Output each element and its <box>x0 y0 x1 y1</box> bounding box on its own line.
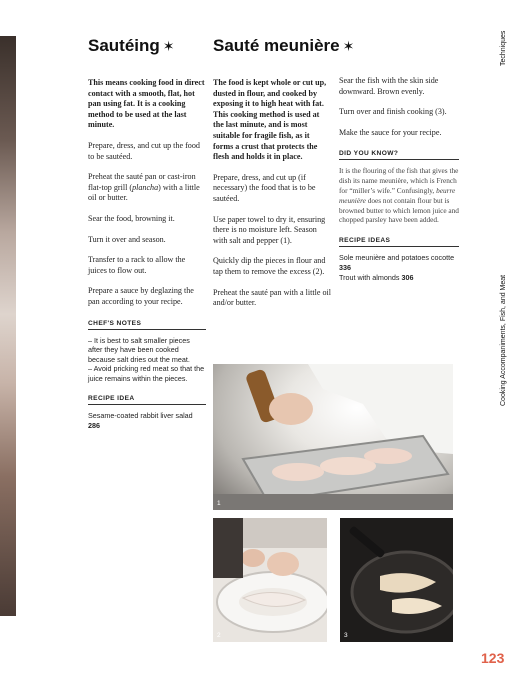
meuniere-step: Quickly dip the pieces in flour and tap them to remove the excess (2). <box>213 256 326 276</box>
recipe-idea: Sesame-coated rabbit liver salad 286 <box>88 411 193 431</box>
did-you-know-title: DID YOU KNOW? <box>339 150 459 160</box>
photo-number: 3 <box>344 632 348 639</box>
recipe-ideas-title: RECIPE IDEAS <box>339 237 459 247</box>
chefs-notes-title: CHEF'S NOTES <box>88 320 206 330</box>
photo-fish-in-pan <box>340 518 453 642</box>
section-label-techniques: Techniques <box>500 30 507 66</box>
sauteing-step: Prepare a sauce by deglazing the pan according to your recipe. <box>88 286 194 306</box>
photo-seasoning-fish <box>213 364 453 510</box>
meuniere-continued-column <box>339 36 459 283</box>
page-ref: 336 <box>339 262 351 272</box>
saute-meuniere-intro: The food is kept whole or cut up, dusted in flour, and cooked by exposing it to high heat with fat. This cooking method is used at the last minute, and is most suitable for fragile fish, as it forms a crust that protects the flesh and holds it in place. <box>213 78 327 162</box>
sauteing-step: Turn it over and season. <box>88 234 166 244</box>
sauteing-column <box>88 36 206 431</box>
sauteing-step: Transfer to a rack to allow the juices to flow out. <box>88 255 186 275</box>
chefs-note: – Avoid pricking red meat so that the juice remains within the pieces. <box>88 364 205 383</box>
page-ref: 286 <box>88 421 100 431</box>
meuniere-step: Make the sauce for your recipe. <box>339 127 442 137</box>
star-icon: ✶ <box>162 38 175 54</box>
chefs-note: – It is best to salt smaller pieces after they have been cooked because salt dries out the meat. <box>88 335 190 364</box>
page-number: 123 <box>481 650 505 666</box>
photo-2-illustration <box>213 518 327 642</box>
photo-number: 2 <box>217 632 221 639</box>
page-ref: 306 <box>401 272 414 282</box>
photo-3-illustration <box>340 518 453 642</box>
sauteing-step: Prepare, dress, and cut up the food to be sautéed. <box>88 140 200 161</box>
sauteing-intro: This means cooking food in direct contact with a smooth, flat, hot pan using fat. It is a cooking method to be used at the last minute. <box>88 78 205 130</box>
meuniere-step: Turn over and finish cooking (3). <box>339 107 447 117</box>
recipe-idea-title: RECIPE IDEA <box>88 395 206 405</box>
recipe-idea: Sole meunière and potatoes cocotte 336 <box>339 253 455 272</box>
meuniere-step: Sear the fish with the skin side downward. Brown evenly. <box>339 76 439 96</box>
chapter-label: Cooking Accompaniments, Fish, and Meat <box>500 274 507 406</box>
sauteing-step: Preheat the sauté pan or cast-iron flat-top grill (plancha) with a little oil or butter. <box>88 172 200 203</box>
photo-1-illustration <box>213 364 453 510</box>
did-you-know-text: It is the flouring of the fish that gives the dish its name meunière, which is French for “miller’s wife.” Confusingly, beurre meunière does not contain flour but is browned butter to which lemon juice and chopped parsley have been added. <box>339 166 459 225</box>
saute-meuniere-heading: Sauté meunière ✶ <box>213 36 355 55</box>
recipe-idea: Trout with almonds 306 <box>339 272 414 282</box>
previous-photo-strip <box>0 36 16 616</box>
sauteing-step: Sear the food, browning it. <box>88 213 175 223</box>
meuniere-step: Prepare, dress, and cut up (if necessary) the food that is to be sautéed. <box>213 172 316 203</box>
meuniere-step: Use paper towel to dry it, ensuring there is no moisture left. Season with salt and pepper (1). <box>213 214 326 245</box>
photo-number: 1 <box>217 500 221 507</box>
star-icon: ✶ <box>342 38 355 54</box>
photo-flouring-fish <box>213 518 327 642</box>
meuniere-step: Preheat the sauté pan with a little oil and/or butter. <box>213 287 331 308</box>
sauteing-heading: Sautéing ✶ <box>88 36 175 55</box>
